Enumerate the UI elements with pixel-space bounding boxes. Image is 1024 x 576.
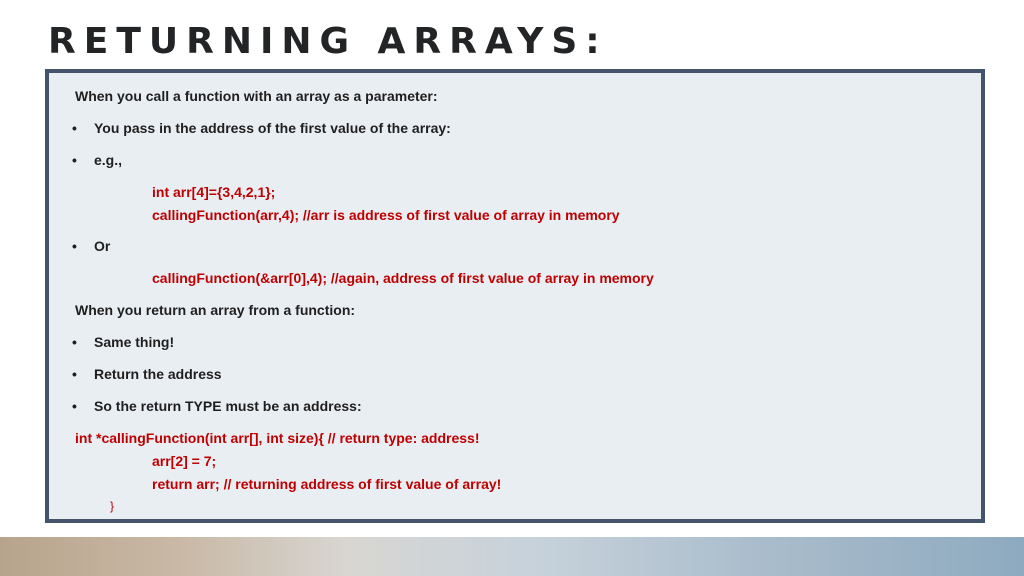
code-function-signature: int *callingFunction(int arr[], int size){ // return type: address! (75, 430, 480, 446)
content-panel (45, 69, 985, 523)
section-heading-call: When you call a function with an array as a parameter: (75, 88, 438, 104)
bullet-eg: • e.g., (94, 151, 122, 169)
bullet-or: • Or (94, 237, 110, 255)
code-array-decl: int arr[4]={3,4,2,1}; (152, 184, 276, 200)
code-assign-element: arr[2] = 7; (152, 453, 217, 469)
bullet-same-thing: • Same thing! (94, 333, 174, 351)
bullet-return-address: • Return the address (94, 365, 222, 383)
code-call-arr: callingFunction(arr,4); //arr is address of first value of array in memory (152, 207, 620, 223)
code-closing-brace: } (110, 499, 115, 513)
section-heading-return: When you return an array from a function: (75, 302, 356, 318)
code-call-address-of: callingFunction(&arr[0],4); //again, address of first value of array in memory (152, 270, 654, 286)
bullet-pass-address: • You pass in the address of the first value of the array: (94, 119, 451, 137)
slide-title: RETURNING ARRAYS: (48, 21, 608, 62)
bullet-return-type: • So the return TYPE must be an address: (94, 397, 362, 415)
code-return-arr: return arr; // returning address of first value of array! (152, 476, 502, 492)
decorative-footer-band (0, 537, 1024, 576)
